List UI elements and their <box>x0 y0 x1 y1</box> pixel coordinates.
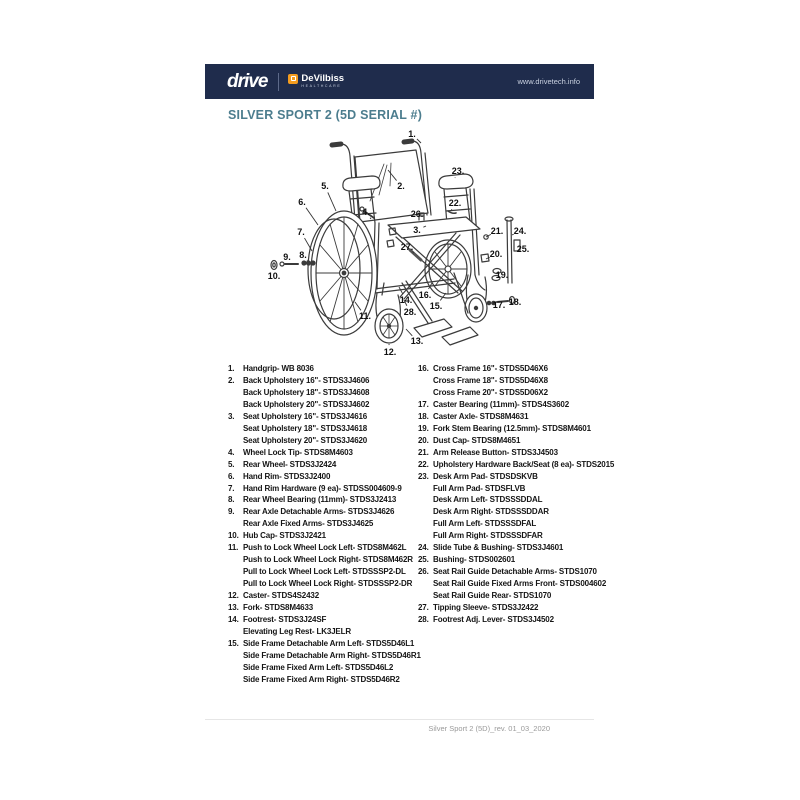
parts-column-right <box>418 363 615 626</box>
diagram-callout: 15. <box>429 301 443 311</box>
part-line: Footrest- STDS3J24SF <box>243 615 327 625</box>
diagram-callout: 18. <box>508 297 522 307</box>
part-number: 20. <box>418 435 429 445</box>
part-item <box>228 483 414 495</box>
part-number: 7. <box>228 483 235 493</box>
page-title: SILVER SPORT 2 (5D SERIAL #) <box>228 108 423 122</box>
part-line: Seat Upholstery 18"- STDS3J4618 <box>243 423 368 433</box>
part-item <box>418 542 596 554</box>
drive-logo: drive <box>227 71 268 92</box>
part-number: 11. <box>228 543 239 553</box>
part-item <box>418 471 596 543</box>
part-line: Full Arm Right- STDSSSDFAR <box>433 531 543 541</box>
part-line: Pull to Lock Wheel Lock Right- STDSSSP2-DR <box>243 579 413 589</box>
part-number: 5. <box>228 459 235 469</box>
part-number: 15. <box>228 638 239 648</box>
diagram-callout: 21. <box>490 226 504 236</box>
part-number: 4. <box>228 447 235 457</box>
part-line: Push to Lock Wheel Lock Right- STDS8M462R <box>243 555 413 565</box>
part-line: Seat Rail Guide Fixed Arms Front- STDS004602 <box>433 579 607 589</box>
part-line: Footrest Adj. Lever- STDS3J4502 <box>433 615 554 625</box>
part-line: Back Upholstery 20"- STDS3J4602 <box>243 399 370 409</box>
part-item <box>418 447 596 459</box>
part-item <box>418 459 615 471</box>
part-number: 2. <box>228 375 235 385</box>
part-number: 6. <box>228 471 235 481</box>
part-item <box>418 566 607 602</box>
part-line: Rear Axle Fixed Arms- STDS3J4625 <box>243 519 374 529</box>
diagram-callout: 8. <box>299 250 307 260</box>
diagram-callout: 13. <box>410 336 424 346</box>
header-divider <box>278 73 279 91</box>
part-item <box>418 435 596 447</box>
diagram-callout: 12. <box>383 347 397 357</box>
part-number: 14. <box>228 615 239 625</box>
part-line: Desk Arm Left- STDSSSDDAL <box>433 495 543 505</box>
part-line: Cross Frame 18"- STDS5D46X8 <box>433 375 548 385</box>
part-line: Seat Upholstery 20"- STDS3J4620 <box>243 435 368 445</box>
part-line: Back Upholstery 16"- STDS3J4606 <box>243 375 370 385</box>
part-number: 8. <box>228 495 235 505</box>
part-line: Tipping Sleeve- STDS3J2422 <box>433 603 539 613</box>
part-number: 23. <box>418 471 429 481</box>
diagram-callout: 16. <box>418 290 432 300</box>
part-line: Back Upholstery 18"- STDS3J4608 <box>243 387 370 397</box>
part-number: 26. <box>418 567 429 577</box>
devilbiss-tagline: HEALTHCARE <box>301 84 342 89</box>
part-item <box>418 399 596 411</box>
part-line: Dust Cap- STDS8M4651 <box>433 435 521 445</box>
footer-revision: Silver Sport 2 (5D)_rev. 01_03_2020 <box>428 724 550 733</box>
part-line: Arm Release Button- STDS3J4503 <box>433 447 558 457</box>
part-line: Wheel Lock Tip- STDS8M4603 <box>243 447 353 457</box>
part-number: 19. <box>418 423 429 433</box>
part-item <box>418 423 596 435</box>
part-line: Bushing- STDS002601 <box>433 555 516 565</box>
part-line: Cross Frame 16"- STDS5D46X6 <box>433 364 548 373</box>
part-line: Side Frame Fixed Arm Left- STDS5D46L2 <box>243 662 394 672</box>
part-item <box>228 363 414 375</box>
diagram-callout: 11. <box>358 311 372 321</box>
part-number: 16. <box>418 364 429 373</box>
diagram-callout: 27. <box>400 242 414 252</box>
part-line: Caster Bearing (11mm)- STDS4S3602 <box>433 399 569 409</box>
diagram-callout: 19. <box>495 270 509 280</box>
diagram-callout: 20. <box>489 249 503 259</box>
part-item <box>228 542 414 590</box>
part-number: 9. <box>228 507 235 517</box>
part-line: Caster Axle- STDS8M4631 <box>433 411 529 421</box>
diagram-callout: 4. <box>362 207 370 217</box>
part-line: Desk Arm Pad- STDSDSKVB <box>433 471 538 481</box>
part-item <box>228 614 414 638</box>
part-line: Rear Axle Detachable Arms- STDS3J4626 <box>243 507 395 517</box>
diagram-callout: 23. <box>451 166 465 176</box>
part-item <box>418 602 596 614</box>
part-line: Pull to Lock Wheel Lock Left- STDSSSP2-DL <box>243 567 406 577</box>
part-line: Seat Rail Guide Rear- STDS1070 <box>433 591 552 601</box>
part-line: Desk Arm Right- STDSSSDDAR <box>433 507 549 517</box>
diagram-callout: 5. <box>321 181 329 191</box>
part-line: Rear Wheel Bearing (11mm)- STDS3J2413 <box>243 495 397 505</box>
diagram-callout: 14. <box>399 295 413 305</box>
diagram-callout: 1. <box>408 129 416 139</box>
diagram-callout: 2. <box>397 181 405 191</box>
part-number: 22. <box>418 459 429 469</box>
part-item <box>228 411 414 447</box>
part-line: Side Frame Fixed Arm Right- STDS5D46R2 <box>243 674 400 684</box>
diagram-callout: 6. <box>298 197 306 207</box>
diagram-callout: 7. <box>297 227 305 237</box>
part-number: 27. <box>418 603 429 613</box>
part-item <box>228 494 414 506</box>
diagram-callout: 10. <box>267 271 281 281</box>
part-item <box>228 459 414 471</box>
part-line: Push to Lock Wheel Lock Left- STDS8M462L <box>243 543 407 553</box>
part-number: 10. <box>228 531 239 541</box>
part-line: Fork Stem Bearing (12.5mm)- STDS8M4601 <box>433 423 591 433</box>
footer-rule <box>205 719 594 720</box>
part-line: Caster- STDS4S2432 <box>243 591 320 601</box>
part-item <box>418 363 596 399</box>
part-number: 25. <box>418 555 429 565</box>
part-line: Hub Cap- STDS3J2421 <box>243 531 326 541</box>
part-line: Hand Rim- STDS3J2400 <box>243 471 331 481</box>
part-item <box>418 554 596 566</box>
part-line: Hand Rim Hardware (9 ea)- STDSS004609-9 <box>243 483 402 493</box>
part-line: Slide Tube & Bushing- STDS3J4601 <box>433 543 564 553</box>
part-item <box>228 590 414 602</box>
part-item <box>228 471 414 483</box>
website-link[interactable]: www.drivetech.info <box>517 77 580 86</box>
part-item <box>228 530 414 542</box>
diagram-callout: 28. <box>403 307 417 317</box>
part-line: Seat Rail Guide Detachable Arms- STDS1070 <box>433 567 597 577</box>
part-line: Seat Upholstery 16"- STDS3J4616 <box>243 411 368 421</box>
devilbiss-name: DeVilbiss <box>301 73 345 85</box>
part-item <box>228 506 414 530</box>
diagram-callout: 17. <box>492 300 506 310</box>
diagram-callout: 25. <box>516 244 530 254</box>
part-line: Fork- STDS8M4633 <box>243 603 314 613</box>
part-number: 28. <box>418 615 429 625</box>
devilbiss-logo <box>288 74 344 89</box>
part-number: 13. <box>228 603 239 613</box>
part-number: 21. <box>418 447 429 457</box>
diagram-callout: 24. <box>513 226 527 236</box>
part-number: 18. <box>418 411 429 421</box>
parts-column-left <box>228 363 421 686</box>
part-item <box>228 602 414 614</box>
part-line: Side Frame Detachable Arm Left- STDS5D46L1 <box>243 638 415 648</box>
part-number: 1. <box>228 364 235 373</box>
part-line: Full Arm Left- STDSSSDFAL <box>433 519 537 529</box>
part-line: Upholstery Hardware Back/Seat (8 ea)- STDS2015 <box>433 459 615 469</box>
header-bar <box>205 64 594 99</box>
part-line: Side Frame Detachable Arm Right- STDS5D46R1 <box>243 650 421 660</box>
devilbiss-mark-icon <box>288 74 298 84</box>
diagram-callout: 9. <box>283 252 291 262</box>
part-item <box>418 411 596 423</box>
part-item <box>418 614 596 626</box>
part-item <box>228 447 414 459</box>
part-number: 3. <box>228 411 235 421</box>
diagram-callout: 26. <box>410 209 424 219</box>
part-line: Cross Frame 20"- STDS5D06X2 <box>433 387 548 397</box>
part-number: 12. <box>228 591 239 601</box>
diagram-callout: 3. <box>413 225 421 235</box>
part-item <box>228 375 414 411</box>
wheelchair-diagram <box>258 123 550 365</box>
part-number: 17. <box>418 399 429 409</box>
part-line: Full Arm Pad- STDSFLVB <box>433 483 526 493</box>
diagram-callout: 22. <box>448 198 462 208</box>
part-number: 24. <box>418 543 429 553</box>
part-item <box>228 638 421 686</box>
part-line: Rear Wheel- STDS3J2424 <box>243 459 337 469</box>
part-line: Elevating Leg Rest- LK3JELR <box>243 626 351 636</box>
part-line: Handgrip- WB 8036 <box>243 364 314 373</box>
